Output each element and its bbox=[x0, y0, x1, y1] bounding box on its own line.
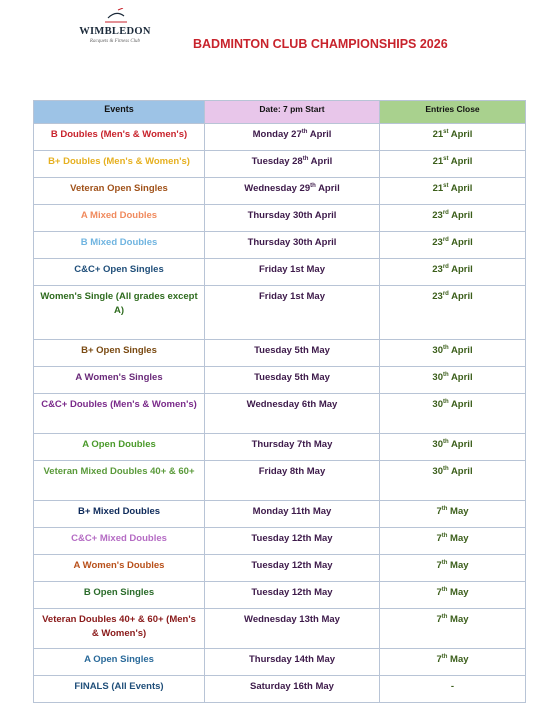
table-row bbox=[34, 367, 526, 394]
entries-close bbox=[380, 528, 526, 555]
entries-close bbox=[380, 555, 526, 582]
event-name: B+ Open Singles bbox=[34, 340, 205, 367]
table-row bbox=[34, 178, 526, 205]
entries-close-sup: rd bbox=[442, 264, 449, 270]
event-date bbox=[205, 124, 380, 151]
entries-close bbox=[380, 434, 526, 461]
entries-close-pre: 7 bbox=[436, 506, 442, 517]
event-name: B+ Doubles (Men's & Women's) bbox=[34, 151, 205, 178]
event-name: C&C+ Mixed Doubles bbox=[34, 528, 205, 555]
event-date-pre: Thursday 30th April bbox=[247, 210, 337, 221]
entries-close bbox=[380, 461, 526, 501]
event-date bbox=[205, 676, 380, 703]
event-name: B Doubles (Men's & Women's) bbox=[34, 124, 205, 151]
entries-close-post: April bbox=[448, 129, 473, 140]
table-row bbox=[34, 501, 526, 528]
event-date bbox=[205, 434, 380, 461]
event-date bbox=[205, 232, 380, 259]
entries-close-sup: th bbox=[442, 439, 449, 445]
entries-close bbox=[380, 205, 526, 232]
entries-close-sup: rd bbox=[442, 291, 449, 297]
entries-close-pre: - bbox=[450, 681, 455, 692]
entries-close bbox=[380, 259, 526, 286]
table-row bbox=[34, 124, 526, 151]
event-date-sup: th bbox=[301, 129, 308, 135]
entries-close-sup: th bbox=[442, 372, 449, 378]
entries-close-post: April bbox=[448, 372, 473, 383]
entries-close-sup: rd bbox=[442, 210, 449, 216]
event-date bbox=[205, 461, 380, 501]
event-date-pre: Monday 11th May bbox=[252, 506, 332, 517]
entries-close bbox=[380, 649, 526, 676]
entries-close bbox=[380, 676, 526, 703]
entries-close-pre: 7 bbox=[436, 533, 442, 544]
entries-close bbox=[380, 582, 526, 609]
event-date-pre: Tuesday 12th May bbox=[251, 533, 333, 544]
entries-close-sup: th bbox=[441, 654, 448, 660]
entries-close-pre: 7 bbox=[436, 587, 442, 598]
event-date-pre: Wednesday 29 bbox=[244, 183, 311, 194]
entries-close-pre: 30 bbox=[432, 439, 443, 450]
event-date-pre: Saturday 16th May bbox=[250, 681, 334, 692]
event-date-pre: Tuesday 12th May bbox=[251, 560, 333, 571]
header-events: Events bbox=[34, 101, 205, 124]
event-date-post: April bbox=[315, 183, 340, 194]
entries-close-pre: 23 bbox=[432, 237, 443, 248]
entries-close-post: April bbox=[448, 439, 473, 450]
table-row bbox=[34, 461, 526, 501]
table-row bbox=[34, 649, 526, 676]
table-row bbox=[34, 528, 526, 555]
event-date bbox=[205, 609, 380, 649]
event-name: A Mixed Doubles bbox=[34, 205, 205, 232]
event-date-pre: Wednesday 13th May bbox=[244, 614, 340, 625]
entries-close-sup: th bbox=[441, 506, 448, 512]
entries-close-post: April bbox=[448, 237, 473, 248]
entries-close-pre: 23 bbox=[432, 291, 443, 302]
event-name: A Women's Singles bbox=[34, 367, 205, 394]
entries-close-sup: st bbox=[443, 183, 449, 189]
event-name: Veteran Mixed Doubles 40+ & 60+ bbox=[34, 461, 205, 501]
event-date bbox=[205, 582, 380, 609]
entries-close bbox=[380, 340, 526, 367]
event-date bbox=[205, 649, 380, 676]
event-date-sup: th bbox=[310, 183, 316, 189]
entries-close bbox=[380, 367, 526, 394]
entries-close bbox=[380, 501, 526, 528]
entries-close-sup: th bbox=[441, 560, 448, 566]
event-date bbox=[205, 394, 380, 434]
table-row bbox=[34, 555, 526, 582]
event-date bbox=[205, 528, 380, 555]
event-name: B Mixed Doubles bbox=[34, 232, 205, 259]
header-date: Date: 7 pm Start bbox=[205, 101, 380, 124]
badminton-player-icon bbox=[104, 8, 128, 24]
event-name: A Open Doubles bbox=[34, 434, 205, 461]
logo-brand: WIMBLEDON bbox=[79, 26, 151, 37]
event-name: Veteran Doubles 40+ & 60+ (Men's & Women's) bbox=[34, 609, 205, 649]
entries-close-pre: 30 bbox=[432, 466, 443, 477]
entries-close-pre: 23 bbox=[432, 264, 443, 275]
entries-close-sup: th bbox=[442, 466, 449, 472]
entries-close-post: April bbox=[448, 466, 473, 477]
event-date-post: April bbox=[308, 156, 333, 167]
entries-close-pre: 7 bbox=[436, 560, 442, 571]
event-name: B Open Singles bbox=[34, 582, 205, 609]
entries-close-pre: 21 bbox=[432, 183, 444, 194]
club-logo bbox=[74, 8, 156, 48]
entries-close-pre: 7 bbox=[436, 614, 442, 625]
table-row bbox=[34, 259, 526, 286]
event-date-pre: Friday 1st May bbox=[259, 264, 325, 275]
schedule-table bbox=[33, 100, 526, 703]
event-date bbox=[205, 205, 380, 232]
entries-close-pre: 30 bbox=[432, 345, 443, 356]
entries-close-sup: th bbox=[442, 345, 449, 351]
event-name: A Open Singles bbox=[34, 649, 205, 676]
header-entries-close: Entries Close bbox=[380, 101, 526, 124]
table-header-row bbox=[34, 101, 526, 124]
table-row bbox=[34, 205, 526, 232]
table-row bbox=[34, 151, 526, 178]
entries-close-post: April bbox=[448, 399, 473, 410]
event-date-pre: Friday 8th May bbox=[258, 466, 326, 477]
entries-close bbox=[380, 232, 526, 259]
table-row bbox=[34, 434, 526, 461]
entries-close-pre: 30 bbox=[432, 372, 443, 383]
event-name: A Women's Doubles bbox=[34, 555, 205, 582]
event-date-pre: Thursday 30th April bbox=[247, 237, 337, 248]
event-name: Women's Single (All grades except A) bbox=[34, 286, 205, 340]
table-row bbox=[34, 232, 526, 259]
event-date-pre: Tuesday 28 bbox=[251, 156, 303, 167]
entries-close-sup: th bbox=[441, 614, 448, 620]
event-name: FINALS (All Events) bbox=[34, 676, 205, 703]
event-date bbox=[205, 151, 380, 178]
event-date-pre: Friday 1st May bbox=[259, 291, 325, 302]
event-name: B+ Mixed Doubles bbox=[34, 501, 205, 528]
entries-close-post: April bbox=[448, 291, 473, 302]
table-row bbox=[34, 394, 526, 434]
entries-close-pre: 23 bbox=[432, 210, 443, 221]
entries-close-post: May bbox=[447, 654, 469, 665]
event-date bbox=[205, 555, 380, 582]
entries-close-post: May bbox=[447, 506, 469, 517]
event-date bbox=[205, 178, 380, 205]
event-date bbox=[205, 286, 380, 340]
entries-close-pre: 30 bbox=[432, 399, 443, 410]
event-date bbox=[205, 367, 380, 394]
entries-close-post: May bbox=[447, 560, 469, 571]
entries-close-pre: 7 bbox=[436, 654, 442, 665]
entries-close-post: May bbox=[447, 533, 469, 544]
entries-close bbox=[380, 394, 526, 434]
table-row bbox=[34, 286, 526, 340]
logo-tagline: Racquets & Fitness Club bbox=[89, 39, 141, 44]
entries-close-post: April bbox=[448, 264, 473, 275]
event-name: C&C+ Doubles (Men's & Women's) bbox=[34, 394, 205, 434]
event-date-pre: Thursday 14th May bbox=[248, 654, 336, 665]
entries-close bbox=[380, 286, 526, 340]
entries-close bbox=[380, 609, 526, 649]
entries-close-post: April bbox=[448, 210, 473, 221]
entries-close-sup: st bbox=[443, 156, 449, 162]
event-date-pre: Wednesday 6th May bbox=[246, 399, 338, 410]
table-row bbox=[34, 340, 526, 367]
entries-close bbox=[380, 178, 526, 205]
event-name: Veteran Open Singles bbox=[34, 178, 205, 205]
entries-close-sup: st bbox=[443, 129, 449, 135]
entries-close-post: May bbox=[447, 587, 469, 598]
entries-close-sup: th bbox=[442, 399, 449, 405]
event-name: C&C+ Open Singles bbox=[34, 259, 205, 286]
entries-close-sup: th bbox=[441, 587, 448, 593]
event-date-pre: Tuesday 5th May bbox=[254, 345, 330, 356]
event-date-pre: Thursday 7th May bbox=[251, 439, 333, 450]
event-date bbox=[205, 340, 380, 367]
entries-close-pre: 21 bbox=[432, 156, 444, 167]
event-date bbox=[205, 501, 380, 528]
entries-close bbox=[380, 151, 526, 178]
event-date-pre: Monday 27 bbox=[252, 129, 302, 140]
page-title: BADMINTON CLUB CHAMPIONSHIPS 2026 bbox=[193, 37, 448, 51]
entries-close-pre: 21 bbox=[432, 129, 444, 140]
entries-close-post: April bbox=[448, 156, 473, 167]
table-row bbox=[34, 582, 526, 609]
event-date bbox=[205, 259, 380, 286]
event-date-post: April bbox=[307, 129, 332, 140]
entries-close-post: May bbox=[447, 614, 469, 625]
table-row bbox=[34, 676, 526, 703]
entries-close-sup: th bbox=[441, 533, 448, 539]
entries-close-sup: rd bbox=[442, 237, 449, 243]
event-date-pre: Tuesday 12th May bbox=[251, 587, 333, 598]
table-row bbox=[34, 609, 526, 649]
entries-close-post: April bbox=[448, 183, 473, 194]
entries-close-post: April bbox=[448, 345, 473, 356]
event-date-pre: Tuesday 5th May bbox=[254, 372, 330, 383]
event-date-sup: th bbox=[302, 156, 309, 162]
entries-close bbox=[380, 124, 526, 151]
